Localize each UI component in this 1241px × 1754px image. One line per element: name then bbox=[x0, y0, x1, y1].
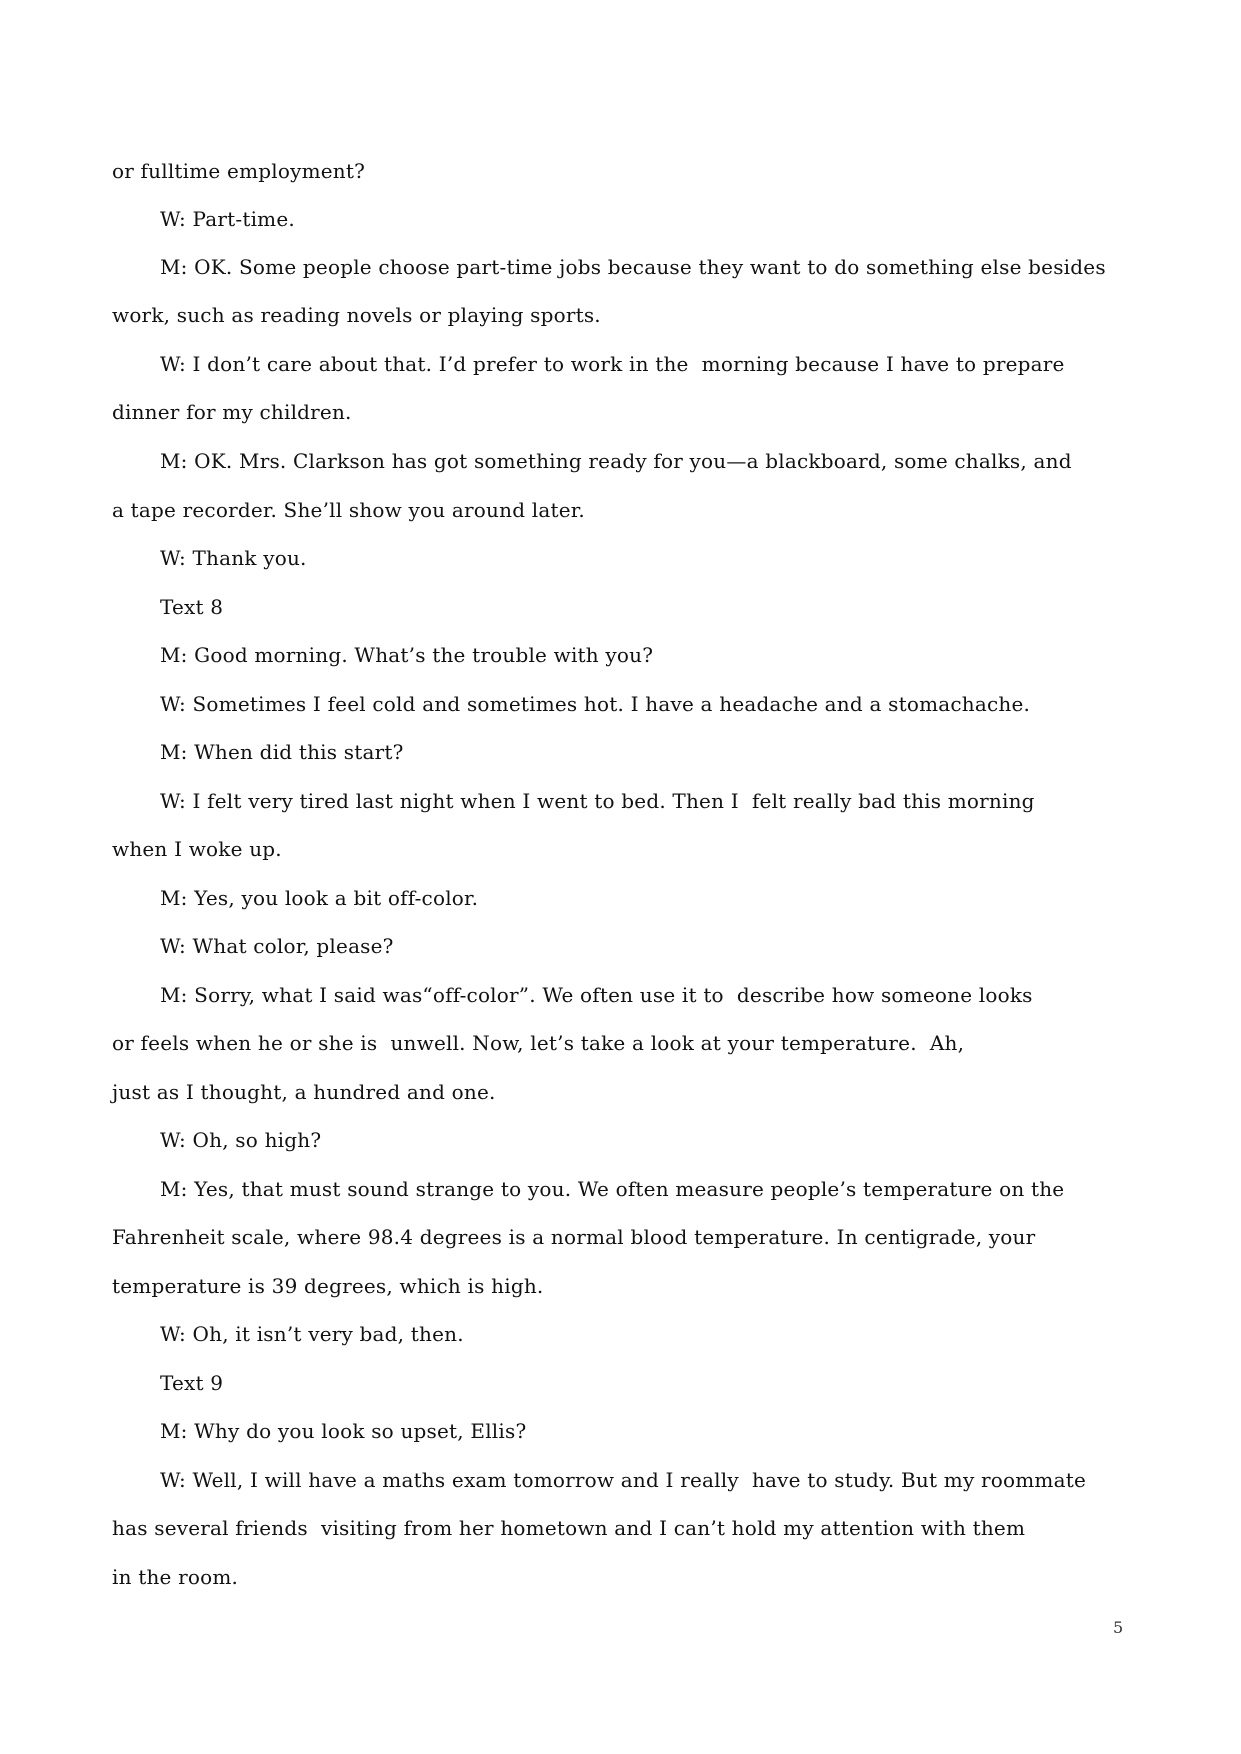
text-line: W: Part-time. bbox=[160, 207, 295, 231]
text-line: dinner for my children. bbox=[112, 400, 352, 424]
text-line: has several friends visiting from her hometown and I can’t hold my attention with them bbox=[112, 1516, 1026, 1540]
page-number: 5 bbox=[1113, 1618, 1124, 1637]
text-line: M: Sorry, what I said was“off-color”. We often use it to describe how someone looks bbox=[160, 983, 1033, 1007]
text-line: in the room. bbox=[112, 1565, 239, 1589]
text-line: W: Oh, it isn’t very bad, then. bbox=[160, 1322, 464, 1346]
text-line: W: Oh, so high? bbox=[160, 1128, 322, 1152]
text-line: when I woke up. bbox=[112, 837, 282, 861]
text-line: M: OK. Mrs. Clarkson has got something ready for you—a blackboard, some chalks, and bbox=[160, 449, 1072, 473]
text-line: M: OK. Some people choose part-time jobs because they want to do something else besides bbox=[160, 255, 1106, 279]
text-line: W: I felt very tired last night when I went to bed. Then I felt really bad this morning bbox=[160, 789, 1035, 813]
text-line: M: Why do you look so upset, Ellis? bbox=[160, 1419, 527, 1443]
section-heading: Text 8 bbox=[160, 595, 224, 619]
text-line: M: Yes, that must sound strange to you. We often measure people’s temperature on the bbox=[160, 1177, 1065, 1201]
text-line: temperature is 39 degrees, which is high. bbox=[112, 1274, 544, 1298]
text-line: W: I don’t care about that. I’d prefer to work in the morning because I have to prepare bbox=[160, 352, 1065, 376]
text-line: W: Well, I will have a maths exam tomorrow and I really have to study. But my roommate bbox=[160, 1468, 1086, 1492]
text-line: Fahrenheit scale, where 98.4 degrees is a normal blood temperature. In centigrade, your bbox=[112, 1225, 1036, 1249]
text-line: W: What color, please? bbox=[160, 934, 394, 958]
text-line: or fulltime employment? bbox=[112, 159, 366, 183]
text-line: W: Sometimes I feel cold and sometimes hot. I have a headache and a stomachache. bbox=[160, 692, 1031, 716]
text-line: M: When did this start? bbox=[160, 740, 404, 764]
section-heading: Text 9 bbox=[160, 1371, 224, 1395]
text-line: M: Yes, you look a bit off-color. bbox=[160, 886, 479, 910]
text-line: work, such as reading novels or playing sports. bbox=[112, 303, 601, 327]
text-line: just as I thought, a hundred and one. bbox=[112, 1080, 496, 1104]
text-line: a tape recorder. She’ll show you around later. bbox=[112, 498, 585, 522]
text-line: W: Thank you. bbox=[160, 546, 307, 570]
text-line: or feels when he or she is unwell. Now, let’s take a look at your temperature. Ah, bbox=[112, 1031, 965, 1055]
text-line: M: Good morning. What’s the trouble with you? bbox=[160, 643, 654, 667]
